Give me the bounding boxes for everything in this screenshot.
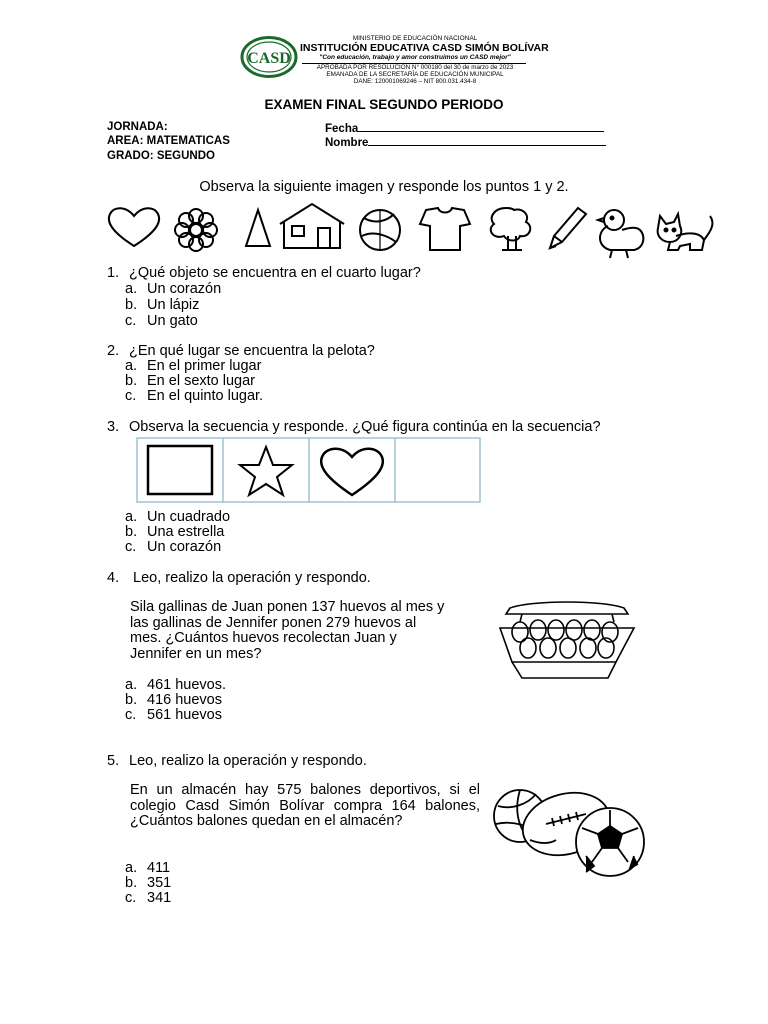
- q3-option-b[interactable]: b. Una estrella: [125, 524, 225, 540]
- nombre-label: Nombre: [325, 137, 369, 149]
- logo-text: CASD: [247, 50, 291, 67]
- q4-option-a[interactable]: a. 461 huevos.: [125, 677, 227, 693]
- fecha-field[interactable]: [325, 121, 604, 135]
- fecha-label: Fecha: [325, 123, 359, 135]
- sports-balls-image: [490, 780, 650, 878]
- nombre-field[interactable]: [325, 135, 606, 149]
- question-5-text: Leo, realizo la operación y respondo.: [129, 753, 367, 769]
- sequence-table: [136, 437, 481, 503]
- question-2: 2. ¿En qué lugar se encuentra la pelota?: [107, 343, 375, 359]
- question-1-text: ¿Qué objeto se encuentra en el cuarto lugar?: [129, 265, 421, 281]
- q4-option-b[interactable]: b. 416 huevos: [125, 692, 222, 708]
- resolution-line: APROBADA POR RESOLUCIÓN N° 000180 del 30 de marzo de 2023: [316, 64, 514, 71]
- ministry-line: MINISTERIO DE EDUCACIÓN NACIONAL: [352, 35, 478, 42]
- tree-icon: [491, 208, 531, 250]
- dane-line: DANE: 120001069246 – NIT 800.031.434-8: [353, 78, 477, 85]
- instruction-text: Observa la siguiente imagen y responde los puntos 1 y 2.: [199, 179, 569, 195]
- question-2-text: ¿En qué lugar se encuentra la pelota?: [129, 343, 375, 359]
- q5-option-c[interactable]: c. 341: [125, 890, 172, 906]
- triangle-icon: [246, 210, 270, 246]
- q2-option-a[interactable]: a. En el primer lugar: [125, 358, 262, 374]
- flower-icon: [175, 209, 217, 251]
- question-4-text: Leo, realizo la operación y respondo.: [133, 570, 371, 586]
- q2-option-b[interactable]: b. En el sexto lugar: [125, 373, 256, 389]
- q5-option-b[interactable]: b. 351: [125, 875, 172, 891]
- grado-label: GRADO: SEGUNDO: [107, 150, 215, 162]
- chick-icon: [598, 210, 643, 258]
- fecha-blank-line: [358, 121, 604, 132]
- egg-icon: [512, 620, 618, 658]
- question-5-problem: En un almacén hay 575 balones deportivos, si el colegio Casd Simón Bolívar compra 164 balones, ¿Cuántos balones quedan en el almacén?: [130, 782, 480, 829]
- soccer-ball-icon: [576, 808, 644, 876]
- q1-option-a[interactable]: a. Un corazón: [125, 281, 222, 297]
- area-label: AREA: MATEMATICAS: [107, 135, 230, 147]
- pencil-icon: [550, 208, 586, 248]
- question-1: 1. ¿Qué objeto se encuentra en el cuarto lugar?: [107, 265, 421, 281]
- jornada-label: JORNADA:: [107, 121, 168, 133]
- q1-option-b[interactable]: b. Un lápiz: [125, 297, 200, 313]
- ball-icon: [360, 210, 400, 250]
- question-3: 3. Observa la secuencia y responde. ¿Qué figura continúa en la secuencia?: [107, 419, 601, 435]
- institution-name: INSTITUCIÓN EDUCATIVA CASD SIMÓN BOLÍVAR: [300, 42, 549, 54]
- q3-option-a[interactable]: a. Un cuadrado: [125, 509, 231, 525]
- question-4: 4. Leo, realizo la operación y respondo.: [107, 570, 371, 586]
- q5-option-a[interactable]: a. 411: [125, 860, 171, 876]
- exam-title: EXAMEN FINAL SEGUNDO PERIODO: [264, 97, 504, 112]
- q3-option-c[interactable]: c. Un corazón: [125, 539, 222, 555]
- q1-option-c[interactable]: c. Un gato: [125, 313, 198, 329]
- school-logo: [240, 36, 298, 78]
- question-5: 5. Leo, realizo la operación y respondo.: [107, 753, 367, 769]
- q2-option-c[interactable]: c. En el quinto lugar.: [125, 388, 264, 404]
- egg-carton-image: [492, 598, 642, 683]
- objects-sequence-image: [104, 202, 720, 264]
- cat-icon: [658, 214, 713, 250]
- heart-icon: [109, 208, 159, 246]
- tshirt-icon: [420, 208, 470, 250]
- house-icon: [280, 204, 344, 248]
- nombre-blank-line: [368, 135, 606, 146]
- question-4-problem: Sila gallinas de Juan ponen 137 huevos al mes y las gallinas de Jennifer ponen 279 huevos al mes. ¿Cuántos huevos recolectan Juan y Jennifer en un mes?: [130, 599, 445, 662]
- secretary-line: EMANADA DE LA SECRETARÍA DE EDUCACIÓN MUNICIPAL: [326, 71, 504, 78]
- q4-option-c[interactable]: c. 561 huevos: [125, 707, 222, 723]
- question-3-text: Observa la secuencia y responde. ¿Qué figura continúa en la secuencia?: [129, 419, 601, 435]
- institution-motto: "Con educación, trabajo y amor construimos un CASD mejor": [319, 54, 511, 61]
